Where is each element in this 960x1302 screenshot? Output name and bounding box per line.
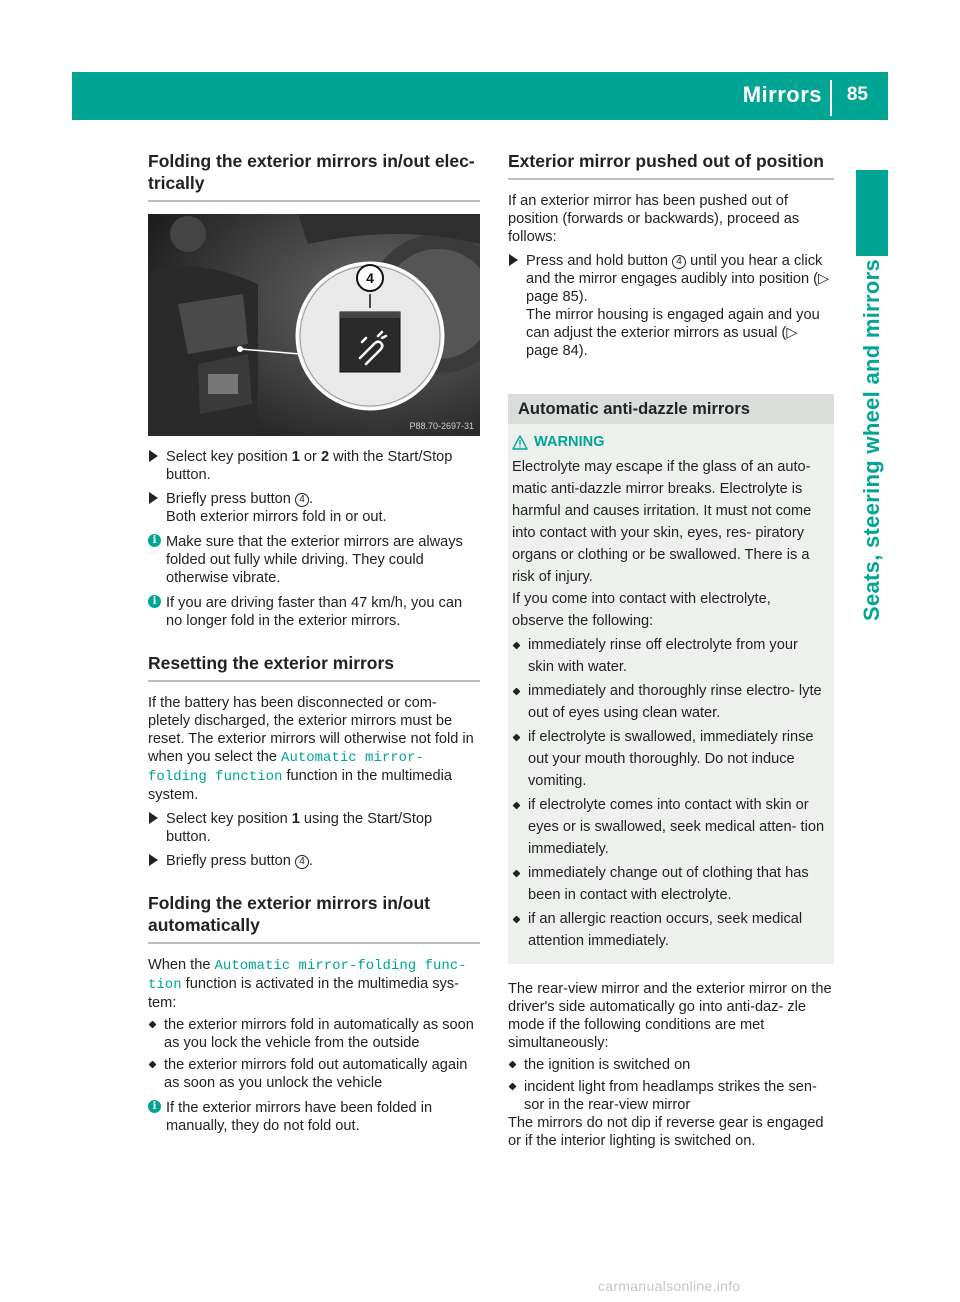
photo-code: P88.70-2697-31 [409,421,474,431]
step-press-button: Briefly press button 4 . Both exterior mirrors fold in or out. [148,490,480,526]
list-item: if an allergic reaction occurs, seek medical attention immediately. [512,908,826,952]
warning-observe: If you come into contact with electrolyte, observe the following: [512,591,771,629]
button-number-badge: 4 [672,255,686,269]
list-item: immediately rinse off electrolyte from your skin with water. [512,634,826,678]
header-separator [830,80,832,116]
anti-dazzle-paragraph: The rear-view mirror and the exterior mirror on the driver's side automatically go into anti-daz- zle mode if the following conditions are met simultaneously: [508,981,832,1051]
info-note-folded-out: i Make sure that the exterior mirrors are always folded out fully while driving. They could otherwise vibrate. [148,533,480,587]
step-arrow-icon [149,854,158,866]
bullet-icon [513,916,521,924]
left-column [148,150,480,1135]
step-arrow-icon [149,812,158,824]
door-control-photo [148,214,480,436]
pushed-out-paragraph: If an exterior mirror has been pushed out of position (forwards or backwards), proceed as follows: [508,193,800,245]
step-press-hold-button: Press and hold button 4 until you hear a click and the mirror engages audibly into position (▷ page 85). The mirror housing is engaged again and you can adjust the exterior mirrors as usual (▷ page 84). [508,252,834,360]
panel-heading-anti-dazzle: Automatic anti-dazzle mirrors [508,394,834,424]
warning-title: WARNING [512,434,826,450]
list-item: if electrolyte comes into contact with skin or eyes or is swallowed, seek medical atten- tion immediately. [512,794,826,860]
list-item: immediately change out of clothing that has been in contact with electrolyte. [512,862,826,906]
menu-function-name: Automatic mirror- folding function [148,750,424,785]
page-reference: ▷ page 84 [526,325,798,359]
button-number-badge: 4 [295,855,309,869]
list-item: the exterior mirrors fold in automatically as soon as you lock the vehicle from the outside [148,1016,480,1052]
info-icon: i [148,534,161,547]
page-number: 85 [846,84,868,105]
chapter-side-label: Seats, steering wheel and mirrors [859,258,884,622]
info-note-manual-fold: i If the exterior mirrors have been folded in manually, they do not fold out. [148,1099,480,1135]
info-note-speed: i If you are driving faster than 47 km/h, you can no longer fold in the exterior mirrors. [148,594,480,630]
page-reference: ▷ page 85 [526,271,830,305]
button-number-badge: 4 [295,493,309,507]
info-icon: i [148,595,161,608]
warning-panel [508,424,834,964]
bullet-icon [509,1061,517,1069]
watermark: carmanualsonline.info [598,1278,741,1294]
resetting-paragraph: If the battery has been disconnected or com- pletely discharged, the exterior mirrors must be reset. The exterior mirrors will otherwise not fold in when you select the Automatic mirror- folding function function in the multimedia system. [148,695,474,803]
bullet-icon [509,1083,517,1091]
bullet-icon [513,688,521,696]
heading-folding-automatically: Folding the exterior mirrors in/out automatically [148,892,480,944]
header-bar [72,72,888,120]
right-column [508,150,834,1150]
heading-resetting: Resetting the exterior mirrors [148,652,480,682]
photo-callout: 4 [366,270,374,286]
info-icon: i [148,1100,161,1113]
bullet-icon [513,734,521,742]
bullet-icon [513,642,521,650]
list-item: if electrolyte is swallowed, immediately rinse out your mouth thoroughly. Do not induce vomiting. [512,726,826,792]
step-reset-key-position: Select key position 1 using the Start/Stop button. [148,810,480,846]
warning-text: Electrolyte may escape if the glass of an auto- matic anti-dazzle mirror breaks. Electrolyte is harmful and causes irritation. It must not come into contact with your skin, eyes, res- piratory organs or clothing or be swallowed. There is a risk of injury. [512,459,812,585]
menu-function-name: Automatic mirror-folding func‐ tion [148,958,467,993]
bullet-icon [149,1021,157,1029]
step-arrow-icon [149,450,158,462]
door-control-illustration [148,214,480,436]
list-item: the ignition is switched on [508,1056,834,1074]
heading-pushed-out: Exterior mirror pushed out of position [508,150,834,180]
list-item: incident light from headlamps strikes the sen- sor in the rear-view mirror [508,1078,834,1114]
step-arrow-icon [149,492,158,504]
bullet-icon [513,802,521,810]
step-select-key-position: Select key position 1 or 2 with the Start/Stop button. [148,448,480,484]
side-tab-marker [856,170,888,256]
warning-triangle-icon [512,435,528,450]
bullet-icon [149,1061,157,1069]
list-item: immediately and thoroughly rinse electro- lyte out of eyes using clean water. [512,680,826,724]
automatic-folding-paragraph: When the Automatic mirror-folding func‐ tion function is activated in the multimedia sys- tem: [148,957,467,1011]
list-item: the exterior mirrors fold out automatically again as soon as you unlock the vehicle [148,1056,480,1092]
step-arrow-icon [509,254,518,266]
bullet-icon [513,870,521,878]
final-paragraph: The mirrors do not dip if reverse gear is engaged or if the interior lighting is switched on. [508,1115,824,1149]
step-reset-press-button: Briefly press button 4 . [148,852,480,870]
section-title: Mirrors [742,82,822,107]
heading-folding-electrically: Folding the exterior mirrors in/out elec- trically [148,150,480,202]
